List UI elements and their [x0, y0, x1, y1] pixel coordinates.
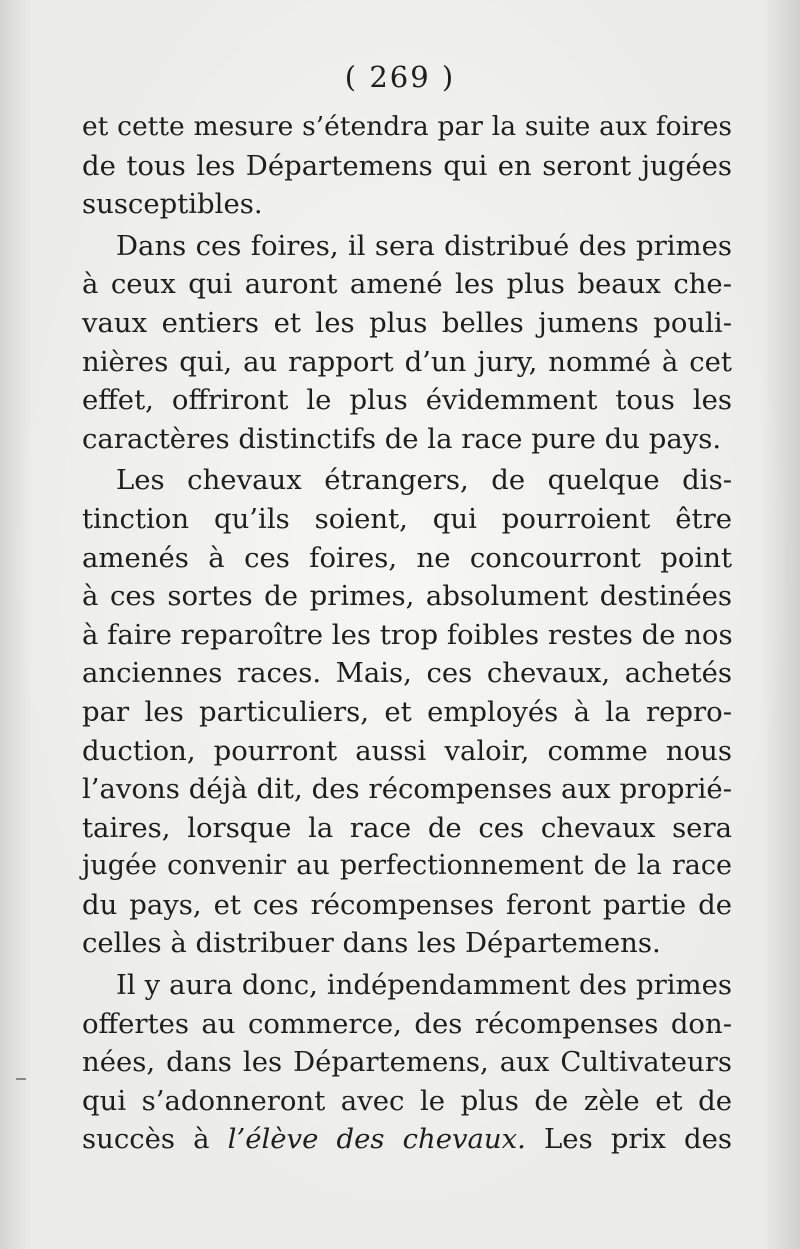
text-line: tinction qu’ils soient, qui pourroient être: [82, 502, 732, 535]
text-line: taires, lorsque la race de ces chevaux sera: [82, 811, 732, 844]
text-line: effet, offriront le plus évidemment tous les: [82, 384, 732, 417]
text-line: anciennes races. Mais, ces chevaux, achetés: [82, 657, 732, 690]
text-line: du pays, et ces récompenses feront partie de: [82, 888, 732, 921]
text-line-final: [82, 1120, 732, 1159]
text-line: par les particuliers, et employés à la repro-: [82, 695, 732, 728]
text-line: amenés à ces foires, ne concourront point: [82, 541, 732, 574]
text-line: qui s’adonneront avec le plus de zèle et de: [82, 1084, 732, 1117]
text-line: susceptibles.: [82, 188, 263, 221]
text-line: à ces sortes de primes, absolument destinées: [82, 580, 732, 613]
text-line: et cette mesure s’étendra par la suite aux foires: [82, 111, 732, 142]
page-number: ( 269 ): [344, 60, 456, 94]
text-line: vaux entiers et les plus belles jumens pouli-: [82, 306, 732, 339]
text-line: duction, pourront aussi valoir, comme nous: [82, 734, 732, 767]
text-line: celles à distribuer dans les Départemens.: [82, 927, 661, 960]
final-line-end: Les prix des: [525, 1123, 732, 1156]
text-line: de tous les Départemens qui en seront jugées: [82, 149, 732, 182]
text-line: à faire reparoître les trop foibles restes de nos: [82, 618, 733, 651]
italic-phrase: l’élève des chevaux.: [227, 1123, 526, 1156]
text-line: offertes au commerce, des récompenses don-: [82, 1007, 732, 1040]
text-line: Il y aura donc, indépendamment des primes: [116, 969, 732, 1002]
text-line: caractères distinctifs de la race pure du pays.: [82, 422, 722, 455]
text-line: jugée convenir au perfectionnement de la race: [82, 850, 732, 882]
text-line: Les chevaux étrangers, de quelque dis-: [116, 464, 732, 497]
text-line: Dans ces foires, il sera distribué des primes: [116, 229, 732, 262]
final-line-start: succès à: [82, 1123, 228, 1156]
margin-mark: [16, 1078, 26, 1080]
body-text: [82, 108, 732, 1159]
text-line: nées, dans les Départemens, aux Cultivateurs: [82, 1046, 732, 1079]
text-line: à ceux qui auront amené les plus beaux che-: [82, 268, 732, 301]
text-line: nières qui, au rapport d’un jury, nommé à cet: [82, 345, 732, 378]
text-line: l’avons déjà dit, des récompenses aux proprié-: [82, 773, 732, 806]
